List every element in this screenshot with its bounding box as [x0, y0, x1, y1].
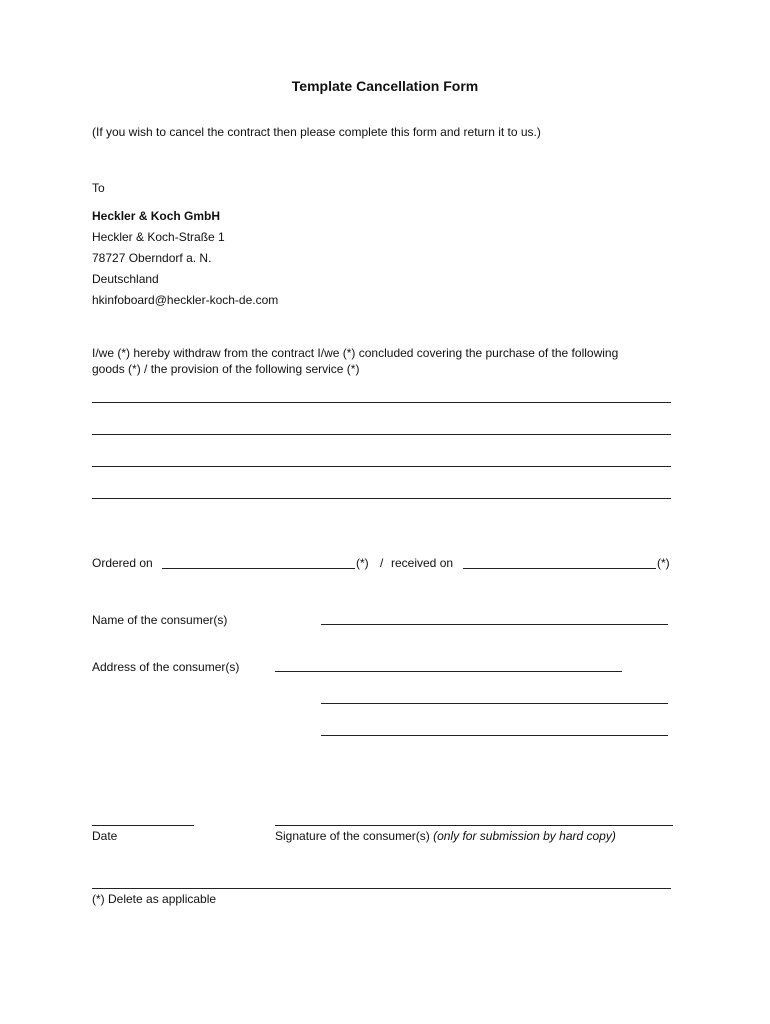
received-on-field[interactable] — [463, 568, 656, 569]
goods-line-3[interactable] — [92, 466, 671, 467]
consumer-address-field-1[interactable] — [275, 671, 622, 672]
ordered-on-field[interactable] — [162, 568, 355, 569]
date-separator: / — [380, 556, 384, 570]
signature-field[interactable] — [275, 825, 673, 826]
date-field[interactable] — [92, 825, 194, 826]
goods-line-1[interactable] — [92, 402, 671, 403]
ordered-asterisk: (*) — [356, 556, 369, 570]
footnote: (*) Delete as applicable — [92, 892, 217, 906]
consumer-name-label: Name of the consumer(s) — [92, 613, 228, 627]
intro-text: (If you wish to cancel the contract then please complete this form and return it to us.) — [92, 125, 541, 139]
goods-line-4[interactable] — [92, 498, 671, 499]
to-label: To — [92, 181, 105, 195]
form-title: Template Cancellation Form — [291, 78, 479, 94]
received-asterisk: (*) — [657, 556, 670, 570]
goods-line-2[interactable] — [92, 434, 671, 435]
recipient-company: Heckler & Koch GmbH — [92, 209, 221, 223]
recipient-city: 78727 Oberndorf a. N. — [92, 251, 212, 265]
signature-label — [275, 829, 616, 843]
received-on-label: received on — [391, 556, 454, 570]
withdrawal-line-2: goods (*) / the provision of the following service (*) — [92, 362, 360, 376]
consumer-address-field-3[interactable] — [321, 735, 668, 736]
consumer-address-label: Address of the consumer(s) — [92, 660, 240, 674]
recipient-street: Heckler & Koch-Straße 1 — [92, 230, 225, 244]
consumer-name-field[interactable] — [321, 624, 668, 625]
date-label: Date — [92, 829, 118, 843]
ordered-on-label: Ordered on — [92, 556, 153, 570]
footnote-divider — [92, 888, 671, 889]
recipient-country: Deutschland — [92, 272, 159, 286]
signature-note: (only for submission by hard copy) — [433, 829, 616, 843]
signature-label-text: Signature of the consumer(s) — [275, 829, 430, 843]
withdrawal-line-1: I/we (*) hereby withdraw from the contract I/we (*) concluded covering the purchase of the following — [92, 346, 619, 360]
recipient-email: hkinfoboard@heckler-koch-de.com — [92, 293, 279, 307]
consumer-address-field-2[interactable] — [321, 703, 668, 704]
